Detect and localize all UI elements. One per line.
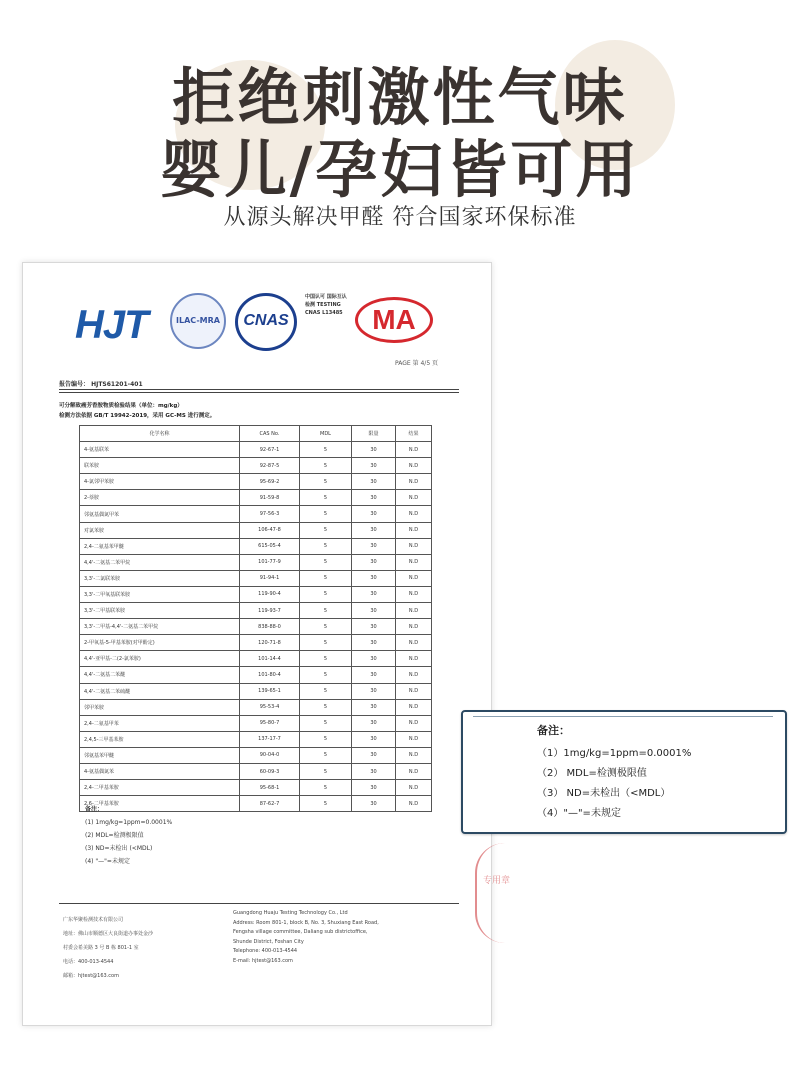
subtitle: 从源头解决甲醛 符合国家环保标准 (223, 205, 577, 230)
footer-line: Guangdong Huaju Testing Technology Co., Ltd (233, 910, 348, 916)
footer-line: Shunde District, Foshan City (233, 938, 304, 945)
table-row (80, 780, 432, 796)
notes-small (85, 803, 172, 868)
table-cell: 30 (352, 603, 396, 619)
table-cell: 95-68-1 (240, 780, 300, 796)
seal-stamp (475, 843, 511, 943)
table-cell: 30 (352, 570, 396, 586)
table-cell: 5 (300, 586, 352, 602)
table-cell: 2,4,5-三甲基苯胺 (80, 731, 240, 747)
table-cell: 5 (300, 554, 352, 570)
table-row (80, 538, 432, 554)
table-cell: 3,3'-二甲氧基联苯胺 (80, 586, 240, 602)
table-row (80, 651, 432, 667)
table-cell: 95-69-2 (240, 474, 300, 490)
table-cell: N.D (396, 683, 432, 699)
table-cell: 30 (352, 586, 396, 602)
notes-zoom-callout (461, 710, 787, 834)
table-cell: N.D (396, 619, 432, 635)
table-cell: 4,4'-二氨基二苯甲烷 (80, 554, 240, 570)
table-cell: 4-氨基偶氮苯 (80, 763, 240, 779)
table-row (80, 554, 432, 570)
table-cell: 60-09-3 (240, 763, 300, 779)
ilac-mra-logo: ILAC-MRA (170, 293, 226, 349)
note-item: (4) "—"=未规定 (85, 858, 130, 865)
table-cell: 30 (352, 619, 396, 635)
table-cell: 106-47-8 (240, 522, 300, 538)
cma-logo: MA (355, 297, 433, 343)
headline-line1: 拒绝刺激性气味 (172, 61, 628, 134)
table-cell: 5 (300, 747, 352, 763)
headline-line2: 婴儿/孕妇皆可用 (159, 133, 641, 206)
table-cell: 2,4-二甲基苯胺 (80, 780, 240, 796)
divider (59, 392, 459, 393)
table-row (80, 619, 432, 635)
table-cell: 4,4'-二氨基二苯醚 (80, 667, 240, 683)
table-cell: 4,4'-亚甲基-二(2-氯苯胺) (80, 651, 240, 667)
table-cell: 5 (300, 458, 352, 474)
table-header-row (80, 426, 432, 442)
table-row (80, 506, 432, 522)
table-cell: 30 (352, 699, 396, 715)
table-cell: N.D (396, 458, 432, 474)
footer-line: 邮箱：hjtest@163.com (63, 973, 119, 979)
table-cell: 3,3'-二甲基联苯胺 (80, 603, 240, 619)
column-header: MDL (300, 426, 352, 442)
table-cell: 5 (300, 731, 352, 747)
table-cell: 30 (352, 683, 396, 699)
table-row (80, 603, 432, 619)
note-item: (1) 1mg/kg=1ppm=0.0001% (85, 819, 173, 826)
table-cell: 4,4'-二氨基二苯硫醚 (80, 683, 240, 699)
table-cell: 2,6-二甲基苯胺 (80, 796, 240, 812)
column-header: 结果 (396, 426, 432, 442)
table-cell: N.D (396, 715, 432, 731)
table-cell: 838-88-0 (240, 619, 300, 635)
test-report-sheet (22, 262, 511, 1026)
table-cell: 137-17-7 (240, 731, 300, 747)
table-cell: N.D (396, 490, 432, 506)
table-cell: 615-05-4 (240, 538, 300, 554)
table-cell: 3,3'-二甲基-4,4'-二氨基二苯甲烷 (80, 619, 240, 635)
table-cell: 30 (352, 796, 396, 812)
table-row (80, 635, 432, 651)
hjt-logo: HJT (75, 303, 148, 347)
cnas-logo: CNAS (235, 293, 297, 351)
table-cell: 邻氨基苯甲醚 (80, 747, 240, 763)
table-cell: 5 (300, 683, 352, 699)
table-cell: 5 (300, 763, 352, 779)
note-zoom-item: （1）1mg/kg=1ppm=0.0001% (537, 748, 692, 759)
table-cell: 5 (300, 442, 352, 458)
note-zoom-item: （3） ND=未检出（<MDL） (537, 788, 671, 799)
table-cell: N.D (396, 554, 432, 570)
note-item: (2) MDL=检测极限值 (85, 832, 144, 839)
table-cell: N.D (396, 635, 432, 651)
table-cell: 119-90-4 (240, 586, 300, 602)
table-row (80, 586, 432, 602)
table-cell: 30 (352, 442, 396, 458)
table-cell: 30 (352, 731, 396, 747)
table-cell: 5 (300, 506, 352, 522)
table-cell: 4-氨基联苯 (80, 442, 240, 458)
table-cell: 5 (300, 635, 352, 651)
table-cell: 3,3'-二氯联苯胺 (80, 570, 240, 586)
note-zoom-item: （2） MDL=检测极限值 (537, 768, 647, 779)
table-cell: 92-67-1 (240, 442, 300, 458)
table-cell: 101-77-9 (240, 554, 300, 570)
table-cell: N.D (396, 570, 432, 586)
table-cell: N.D (396, 747, 432, 763)
table-row (80, 763, 432, 779)
table-row (80, 522, 432, 538)
table-cell: N.D (396, 667, 432, 683)
table-row (80, 747, 432, 763)
table-cell: 联苯胺 (80, 458, 240, 474)
table-cell: 101-80-4 (240, 667, 300, 683)
table-cell: N.D (396, 651, 432, 667)
table-cell: 30 (352, 474, 396, 490)
table-cell: 4-氯邻甲苯胺 (80, 474, 240, 490)
table-cell: 5 (300, 667, 352, 683)
table-cell: N.D (396, 763, 432, 779)
table-cell: 30 (352, 747, 396, 763)
method-caption: 检测方法依据 GB/T 19942-2019，采用 GC-MS 进行测定。 (59, 413, 216, 419)
table-cell: N.D (396, 796, 432, 812)
results-table (79, 425, 432, 812)
table-cell: 邻甲苯胺 (80, 699, 240, 715)
table-cell: 2-甲氧基-5-甲基苯胺(对甲酚定) (80, 635, 240, 651)
table-cell: 30 (352, 667, 396, 683)
footer-line: Fengsha village committee, Daliang sub districtoffice, (233, 929, 368, 935)
column-header: 限量 (352, 426, 396, 442)
table-cell: 5 (300, 522, 352, 538)
table-cell: 邻氨基偶氮甲苯 (80, 506, 240, 522)
table-row (80, 683, 432, 699)
table-cell: 30 (352, 458, 396, 474)
table-cell: 5 (300, 538, 352, 554)
table-cell: 97-56-3 (240, 506, 300, 522)
table-cell: 2,4-二氨基苯甲醚 (80, 538, 240, 554)
footer-line: Telephone: 400-013-4544 (233, 948, 298, 954)
table-cell: 139-65-1 (240, 683, 300, 699)
report-number: 报告编号： HJTS61201-401 (59, 381, 143, 388)
notes-title: 备注： (85, 806, 104, 813)
table-cell: N.D (396, 442, 432, 458)
table-cell: 30 (352, 780, 396, 796)
table-row (80, 731, 432, 747)
note-zoom-item: （4）"—"=未规定 (537, 808, 621, 819)
table-row (80, 715, 432, 731)
note-item: (3) ND=未检出 (<MDL) (85, 845, 153, 852)
table-row (80, 490, 432, 506)
table-cell: N.D (396, 522, 432, 538)
table-cell: 5 (300, 699, 352, 715)
table-caption: 可分解致癌芳香胺物质检验结果（单位：mg/kg） (59, 403, 183, 409)
table-cell: 119-93-7 (240, 603, 300, 619)
table-cell: 30 (352, 635, 396, 651)
footer-line: 广东华聚检测技术有限公司 (63, 917, 124, 923)
table-cell: 5 (300, 796, 352, 812)
divider (59, 903, 459, 904)
footer-chinese (63, 913, 153, 983)
table-cell: 5 (300, 715, 352, 731)
table-cell: N.D (396, 506, 432, 522)
table-cell: 95-80-7 (240, 715, 300, 731)
table-cell: 30 (352, 522, 396, 538)
table-cell: 91-59-8 (240, 490, 300, 506)
table-row (80, 667, 432, 683)
table-cell: 2,4-二氨基甲苯 (80, 715, 240, 731)
table-cell: N.D (396, 474, 432, 490)
table-cell: 5 (300, 619, 352, 635)
table-cell: 87-62-7 (240, 796, 300, 812)
table-cell: 5 (300, 570, 352, 586)
footer-line: Address: Room 801-1, block B, No. 3, Shuxiang East Road, (233, 919, 379, 926)
table-cell: 5 (300, 603, 352, 619)
table-row (80, 570, 432, 586)
table-cell: 5 (300, 474, 352, 490)
table-cell: N.D (396, 780, 432, 796)
table-cell: 101-14-4 (240, 651, 300, 667)
stamp-text: 专用章 (483, 876, 511, 886)
table-cell: 2-萘胺 (80, 490, 240, 506)
table-cell: 92-87-5 (240, 458, 300, 474)
table-cell: 5 (300, 651, 352, 667)
divider (59, 389, 459, 390)
page-number: PAGE 第 4/5 页 (395, 360, 439, 367)
column-header: 化学名称 (80, 426, 240, 442)
notes-zoom-title: 备注： (537, 724, 570, 737)
table-cell: 30 (352, 554, 396, 570)
cal-mark: 中国认可 国际互认 检测 TESTING CNAS L13485 (305, 294, 347, 316)
footer-line: 村委会希美路 3 号 B 栋 801-1 室 (63, 945, 139, 951)
table-cell: N.D (396, 538, 432, 554)
table-cell: N.D (396, 731, 432, 747)
footer-english (233, 909, 453, 966)
table-cell: 120-71-8 (240, 635, 300, 651)
table-cell: 91-94-1 (240, 570, 300, 586)
table-cell: 30 (352, 506, 396, 522)
table-cell: N.D (396, 699, 432, 715)
table-cell: 30 (352, 715, 396, 731)
table-cell: 5 (300, 780, 352, 796)
table-row (80, 474, 432, 490)
table-row (80, 699, 432, 715)
table-row (80, 442, 432, 458)
table-cell: 30 (352, 538, 396, 554)
table-cell: 30 (352, 651, 396, 667)
table-cell: 95-53-4 (240, 699, 300, 715)
table-cell: 30 (352, 490, 396, 506)
table-cell: 5 (300, 490, 352, 506)
footer-line: 地址：佛山市顺德区大良街道办事处金沙 (63, 931, 154, 937)
table-cell: 90-04-0 (240, 747, 300, 763)
table-cell: 30 (352, 763, 396, 779)
footer-line: 电话：400-013-4544 (63, 959, 114, 965)
table-cell: 对氯苯胺 (80, 522, 240, 538)
footer-line: E-mail: hjtest@163.com (233, 957, 293, 964)
divider (473, 716, 773, 717)
table-cell: N.D (396, 586, 432, 602)
table-cell: N.D (396, 603, 432, 619)
table-row (80, 458, 432, 474)
column-header: CAS No. (240, 426, 300, 442)
